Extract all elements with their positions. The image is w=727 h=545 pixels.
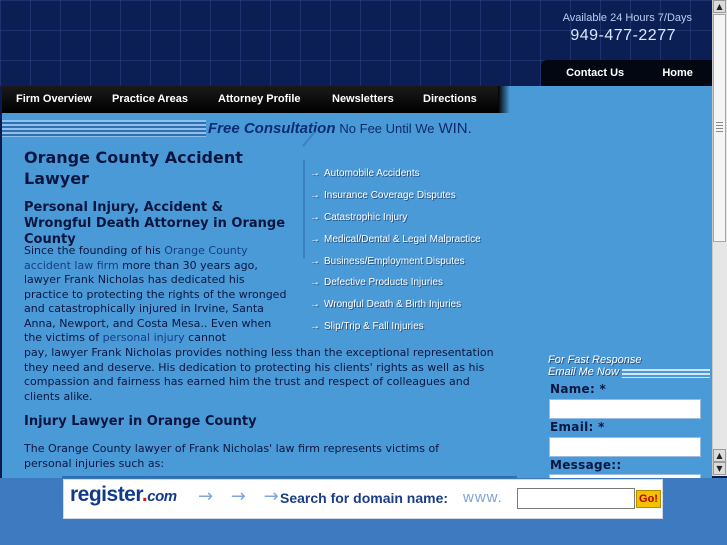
free-consultation-tagline [208,120,472,137]
name-label: Name: * [550,382,607,396]
nav-newsletters[interactable]: Newsletters [332,93,394,105]
nav-firm-overview[interactable]: Firm Overview [16,93,92,105]
practice-area-label: Insurance Coverage Disputes [324,189,456,201]
practice-area-item[interactable] [310,168,481,190]
nav-contact-us[interactable]: Contact Us [566,67,625,79]
practice-area-item[interactable] [310,190,481,212]
arrow-right-icon: → [310,299,320,311]
tagline-free-consultation: Free Consultation [208,120,336,137]
practice-area-item[interactable] [310,256,481,278]
practice-area-label: Catastrophic Injury [324,211,408,223]
practice-area-item[interactable] [310,321,481,343]
intro-text-b: more than 30 years ago, lawyer Frank Nicholas has dedicated his practice to protecting the rights of the wronged and catastrophically injured in Irvine, Santa Anna, Newport, and Costa Mesa.. Even when the victims of [24,258,287,344]
personal-injury-link[interactable]: personal injury [102,331,185,344]
arrow-right-icon: → [310,189,320,201]
practice-area-label: Business/Employment Disputes [324,255,465,267]
arrow-right-icon: → [310,255,320,267]
arrow-right-icon: → [310,277,320,289]
practice-area-item[interactable] [310,299,481,321]
arrow-right-icon: → [310,321,320,333]
domain-search-input[interactable] [517,488,635,509]
phone-number[interactable]: 949-477-2277 [570,27,676,44]
nav-directions[interactable]: Directions [423,93,477,105]
practice-area-item[interactable] [310,212,481,234]
arrow-right-icon: → [310,211,320,223]
nav-practice-areas[interactable]: Practice Areas [112,93,189,105]
scroll-up-icon[interactable]: ▲ [713,0,726,13]
page-title: Orange County Accident Lawyer [24,148,243,188]
practice-area-item[interactable] [310,277,481,299]
practice-area-label: Slip/Trip & Fall Injuries [324,321,424,333]
scroll-down-icon[interactable]: ▼ [713,462,726,475]
tagline-no-fee: No Fee Until We [339,121,435,136]
contact-heading-line2: Email Me Now [548,366,619,378]
nav-home[interactable]: Home [662,67,693,79]
injury-paragraph: The Orange County lawyer of Frank Nicholas' law firm represents victims of personal injuries such as: [24,442,440,470]
logo-register-text: register [70,483,142,506]
vertical-divider [303,160,305,258]
logo-com-text: com [147,488,177,505]
arrow-right-icon: → → → [198,486,285,507]
nav-fade [498,86,510,113]
section-heading: Personal Injury, Accident & Wrongful Death Attorney in Orange County [24,200,286,247]
tagline-win: WIN. [438,120,472,137]
main-nav [2,86,508,113]
contact-heading-line1: For Fast Response [548,354,642,366]
decorative-stripes [2,120,206,137]
go-button[interactable]: Go! [636,490,661,508]
email-field[interactable] [549,437,701,457]
grip-icon [716,122,723,134]
practice-area-label: Medical/Dental & Legal Malpractice [324,233,481,245]
domain-search-label: Search for domain name: [280,490,449,506]
www-prefix: www. [463,489,503,506]
intro-text-c: cannot [184,331,226,344]
arrow-right-icon: → [310,233,320,245]
availability-text: Available 24 Hours 7/Days [562,12,692,24]
practice-area-label: Automobile Accidents [324,168,420,179]
practice-area-label: Defective Products Injuries [324,277,443,289]
email-label: Email: * [550,420,605,434]
register-logo[interactable] [70,483,177,507]
scroll-up-arrow-icon[interactable]: ▲ [713,449,726,462]
intro-text-a: Since the founding of his [24,244,165,257]
practice-area-item[interactable] [310,234,481,256]
name-field[interactable] [549,399,701,419]
logo-dot: . [141,483,148,506]
intro-paragraph-continued: pay, lawyer Frank Nicholas provides nothing less than the exceptional representation they need and deserve. His dedication to protecting his clients' rights as well as his compassion and fairness has earned him the trust and respect of colleagues and clients alike. [24,346,494,403]
nav-attorney-profile[interactable]: Attorney Profile [218,93,301,105]
top-nav [541,60,712,86]
accident-law-firm-link[interactable]: Orange County accident law firm [24,244,248,272]
arrow-right-icon: → [310,168,320,179]
intro-paragraph [24,244,292,346]
message-label: Message:: [550,458,622,472]
decorative-stripes-small [622,369,710,378]
injury-lawyer-heading: Injury Lawyer in Orange County [24,414,257,429]
practice-area-list [310,168,481,343]
practice-area-label: Wrongful Death & Birth Injuries [324,299,462,311]
